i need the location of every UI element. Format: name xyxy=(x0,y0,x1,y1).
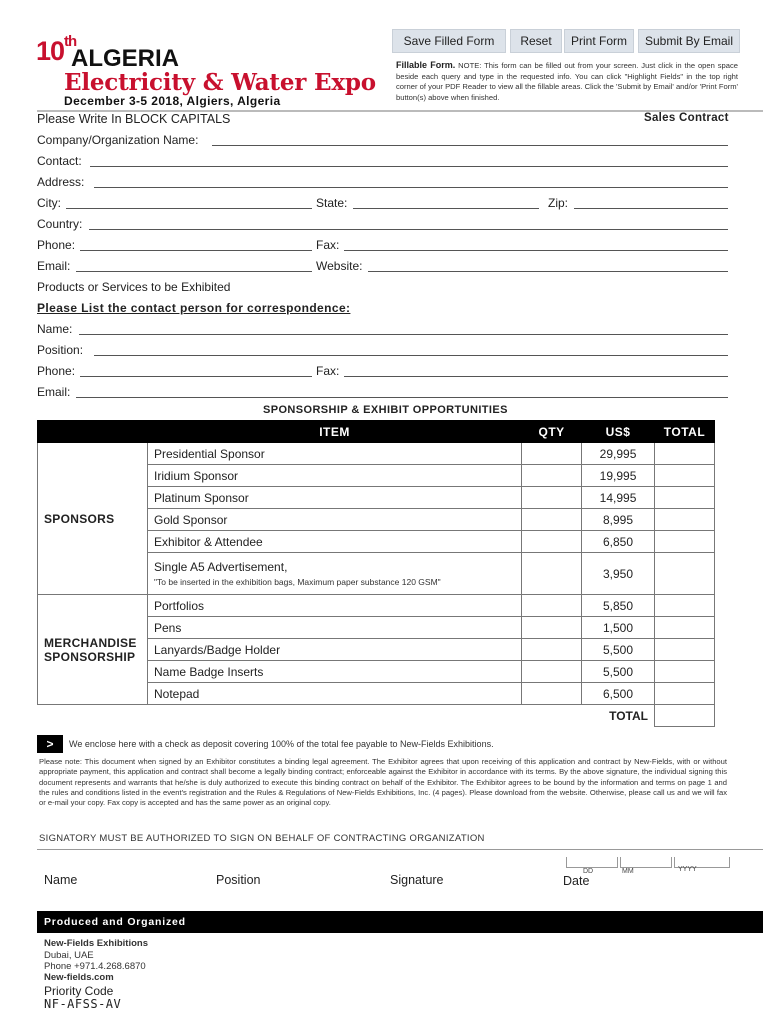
item-cell xyxy=(147,553,521,595)
organizer-phone: Phone +971.4.268.6870 xyxy=(44,961,146,972)
website-field[interactable] xyxy=(368,271,728,272)
price-cell: 19,995 xyxy=(582,465,655,487)
signatory-name-label: Name xyxy=(44,873,78,887)
price-cell: 6,500 xyxy=(582,683,655,705)
contact-fax-label: Fax: xyxy=(316,364,340,378)
address-field[interactable] xyxy=(94,187,728,188)
item-cell: Lanyards/Badge Holder xyxy=(147,639,521,661)
qty-field[interactable] xyxy=(522,617,582,639)
contact-email-label: Email: xyxy=(37,385,71,399)
total-field[interactable] xyxy=(654,617,714,639)
item-cell: Platinum Sponsor xyxy=(147,487,521,509)
header-total: TOTAL xyxy=(654,421,714,443)
position-label: Position: xyxy=(37,343,84,357)
total-row xyxy=(38,705,715,727)
legal-notes: Please note: This document when signed by an Exhibitor constitutes a binding legal agreement. The Exhibitor agrees that upon receiving of this application and contract by New-Fields, with or without appropriate payment, this application and contract shall become a legally binding contract; enforceable against the Exhibitor in accordance with its terms. By the above signature, the individual signing this document represents and warrants that he/she is duly authorized to execute this binding contract on behalf of the Exhibitor. The Exhibitor agrees to be bound by the information and terms on page 1 and the rules and conditions listed in the event's registration and the Rules & Regulations of New-Fields Exhibitions, Inc. (4 pages). Please download from the website. Otherwise, please call us and we will fax or e-mail your copy. Fax copy is accepted and has the same power as an original copy. xyxy=(39,757,727,808)
total-field[interactable] xyxy=(654,661,714,683)
contact-phone-label: Phone: xyxy=(37,364,76,378)
total-spacer xyxy=(147,705,521,727)
price-cell: 5,500 xyxy=(582,661,655,683)
item-cell: Iridium Sponsor xyxy=(147,465,521,487)
table-row xyxy=(38,443,715,465)
city-field[interactable] xyxy=(66,208,312,209)
date-dd-label: DD xyxy=(583,868,594,875)
price-cell: 5,500 xyxy=(582,639,655,661)
country-label: Country: xyxy=(37,217,83,231)
organizer-name: New-Fields Exhibitions xyxy=(44,938,148,949)
qty-field[interactable] xyxy=(522,465,582,487)
date-yyyy-label: YYYY xyxy=(678,866,697,873)
company-label: Company/Organization Name: xyxy=(37,133,199,147)
grand-total-field[interactable] xyxy=(654,705,714,727)
contact-name-field[interactable] xyxy=(79,334,728,335)
item-cell: Exhibitor & Attendee xyxy=(147,531,521,553)
price-cell: 6,850 xyxy=(582,531,655,553)
item-cell: Gold Sponsor xyxy=(147,509,521,531)
state-label: State: xyxy=(316,196,348,210)
fillable-form-note: Fillable Form. NOTE: This form can be filled out from your screen. Just click in the open space beside each query and type in the requested info. You can click "Highlight Fields" in the top right corner of your PDF Reader to view all the fillable areas. Click the 'Submit by Email' and/or 'Print Form' button(s) above when finished. xyxy=(396,60,738,102)
group-merchandise: MERCHANDISE SPONSORSHIP xyxy=(38,595,148,705)
price-cell: 29,995 xyxy=(582,443,655,465)
contact-label: Contact: xyxy=(37,154,82,168)
group-sponsors: SPONSORS xyxy=(38,443,148,595)
item-name: Single A5 Advertisement, xyxy=(153,560,288,574)
products-label: Products or Services to be Exhibited xyxy=(37,280,231,294)
signatory-heading: SIGNATORY MUST BE AUTHORIZED TO SIGN ON BEHALF OF CONTRACTING ORGANIZATION xyxy=(39,833,485,844)
phone-field[interactable] xyxy=(80,250,312,251)
event-date: December 3-5 2018, Algiers, Algeria xyxy=(64,94,281,108)
save-filled-form-button[interactable]: Save Filled Form xyxy=(392,29,506,53)
contact-field[interactable] xyxy=(90,166,728,167)
opportunities-table xyxy=(37,420,715,727)
qty-field[interactable] xyxy=(522,531,582,553)
total-field[interactable] xyxy=(654,683,714,705)
total-field[interactable] xyxy=(654,553,714,595)
contact-person-heading: Please List the contact person for correspondence: xyxy=(37,301,351,315)
phone-label: Phone: xyxy=(37,238,76,252)
website-label: Website: xyxy=(316,259,363,273)
contact-email-field[interactable] xyxy=(76,397,728,398)
total-label: TOTAL xyxy=(609,708,648,723)
email-field[interactable] xyxy=(76,271,312,272)
deposit-statement: We enclose here with a check as deposit covering 100% of the total fee payable to New-Fields Exhibitions. xyxy=(69,739,494,749)
date-mm-label: MM xyxy=(622,868,634,875)
header-usd: US$ xyxy=(582,421,655,443)
qty-field[interactable] xyxy=(522,443,582,465)
city-label: City: xyxy=(37,196,61,210)
qty-field[interactable] xyxy=(522,595,582,617)
item-cell: Pens xyxy=(147,617,521,639)
item-cell: Presidential Sponsor xyxy=(147,443,521,465)
total-spacer xyxy=(522,705,582,727)
divider xyxy=(37,849,763,850)
signatory-signature-label: Signature xyxy=(390,873,444,887)
zip-label: Zip: xyxy=(548,196,569,210)
position-field[interactable] xyxy=(94,355,728,356)
country-field[interactable] xyxy=(89,229,728,230)
email-label: Email: xyxy=(37,259,71,273)
qty-field[interactable] xyxy=(522,509,582,531)
item-cell: Name Badge Inserts xyxy=(147,661,521,683)
header-qty: QTY xyxy=(522,421,582,443)
address-label: Address: xyxy=(37,175,85,189)
total-field[interactable] xyxy=(654,639,714,661)
signatory-position-label: Position xyxy=(216,873,261,887)
qty-field[interactable] xyxy=(522,661,582,683)
qty-field[interactable] xyxy=(522,683,582,705)
fax-label: Fax: xyxy=(316,238,340,252)
table-header-row xyxy=(38,421,715,443)
opportunities-heading: SPONSORSHIP & EXHIBIT OPPORTUNITIES xyxy=(263,404,508,416)
total-field[interactable] xyxy=(654,487,714,509)
priority-code-value: NF-AFSS-AV xyxy=(44,997,122,1011)
contact-fax-field[interactable] xyxy=(344,376,728,377)
qty-field[interactable] xyxy=(522,639,582,661)
total-field[interactable] xyxy=(654,509,714,531)
item-cell: Notepad xyxy=(147,683,521,705)
print-form-button[interactable]: Print Form xyxy=(564,29,634,53)
name-label: Name: xyxy=(37,322,73,336)
price-cell: 5,850 xyxy=(582,595,655,617)
table-header-blank xyxy=(38,421,148,443)
organizer-city: Dubai, UAE xyxy=(44,950,94,961)
total-field[interactable] xyxy=(654,465,714,487)
fax-field[interactable] xyxy=(344,250,728,251)
date-month-field[interactable] xyxy=(620,857,672,868)
event-logo-country: ALGERIA xyxy=(71,45,179,72)
sales-contract-label: Sales Contract xyxy=(644,112,729,124)
price-cell: 14,995 xyxy=(582,487,655,509)
date-day-field[interactable] xyxy=(566,857,618,868)
arrow-icon: > xyxy=(37,735,63,753)
priority-code-label: Priority Code xyxy=(44,984,114,998)
table-row xyxy=(38,595,715,617)
price-cell: 1,500 xyxy=(582,617,655,639)
zip-field[interactable] xyxy=(574,208,728,209)
produced-banner: Produced and Organized xyxy=(37,911,763,933)
block-capitals-note: Please Write In BLOCK CAPITALS xyxy=(37,112,231,126)
event-logo-number: 10th xyxy=(36,33,77,66)
organizer-website: New-fields.com xyxy=(44,972,114,983)
price-cell: 8,995 xyxy=(582,509,655,531)
item-cell: Portfolios xyxy=(147,595,521,617)
item-note: "To be inserted in the exhibition bags, Maximum paper substance 120 GSM" xyxy=(153,577,441,587)
total-field[interactable] xyxy=(654,443,714,465)
contact-phone-field[interactable] xyxy=(80,376,312,377)
event-logo-title: Electricity & Water Expo xyxy=(64,69,376,96)
qty-field[interactable] xyxy=(522,553,582,595)
submit-by-email-button[interactable]: Submit By Email xyxy=(638,29,740,53)
total-field[interactable] xyxy=(654,595,714,617)
reset-button[interactable]: Reset xyxy=(510,29,562,53)
header-item: ITEM xyxy=(147,421,521,443)
signatory-date-label: Date xyxy=(563,874,590,888)
qty-field[interactable] xyxy=(522,487,582,509)
company-field[interactable] xyxy=(212,145,728,146)
total-field[interactable] xyxy=(654,531,714,553)
total-spacer xyxy=(38,705,148,727)
state-field[interactable] xyxy=(353,208,539,209)
price-cell: 3,950 xyxy=(582,553,655,595)
